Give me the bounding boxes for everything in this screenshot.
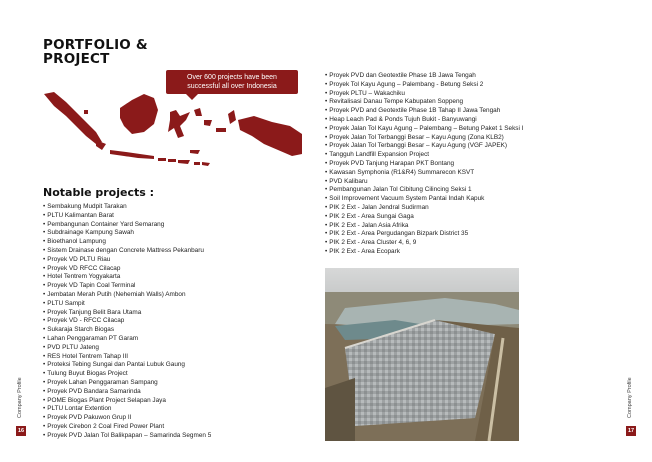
project-item: • Proyek Lahan Penggaraman Sampang bbox=[43, 379, 211, 388]
project-item: • RES Hotel Tentrem Tahap III bbox=[43, 353, 211, 362]
aerial-project-site-photo bbox=[325, 268, 519, 441]
project-item: • Proyek PVD Jalan Tol Balikpapan – Samarinda Segmen 5 bbox=[43, 432, 211, 441]
project-item: • Proyek VD Tapin Coal Terminal bbox=[43, 282, 211, 291]
company-profile-side-label-right: Company Profile bbox=[627, 377, 633, 418]
project-item: • Proyek Tanjung Belit Bara Utama bbox=[43, 309, 211, 318]
project-item: • PVD Kalibaru bbox=[325, 178, 523, 187]
project-item: • Proyek PVD Pakuwon Grup II bbox=[43, 414, 211, 423]
notable-projects-heading: Notable projects : bbox=[43, 186, 155, 199]
project-item: • Proyek PVD and Geotextile Phase 1B Tahap II Jawa Tengah bbox=[325, 107, 523, 116]
project-item: • Sembakung Mudpit Tarakan bbox=[43, 203, 211, 212]
projects-count-callout bbox=[166, 70, 298, 94]
project-item: • Proyek VD RFCC Cilacap bbox=[43, 265, 211, 274]
page-number-right: 17 bbox=[627, 428, 635, 434]
project-item: • Subdrainage Kampung Sawah bbox=[43, 229, 211, 238]
project-item: • Proyek Jalan Tol Kayu Agung – Palembang – Betung Paket 1 Seksi I bbox=[325, 125, 523, 134]
project-item: • Tulung Buyut Biogas Project bbox=[43, 370, 211, 379]
project-item: • Proteksi Tebing Sungai dan Pantai Lubuk Gaung bbox=[43, 361, 211, 370]
project-item: • Sistem Drainase dengan Concrete Mattress Pekanbaru bbox=[43, 247, 211, 256]
project-item: • Proyek PVD Tanjung Harapan PKT Bontang bbox=[325, 160, 523, 169]
project-item: • Proyek Jalan Tol Terbanggi Besar – Kayu Agung (Zona KLB2) bbox=[325, 134, 523, 143]
project-item: • Proyek Tol Kayu Agung – Palembang - Betung Seksi 2 bbox=[325, 81, 523, 90]
project-item: • Soil Improvement Vacuum System Pantai Indah Kapuk bbox=[325, 195, 523, 204]
project-item: • POME Biogas Plant Project Selapan Jaya bbox=[43, 397, 211, 406]
project-item: • PIK 2 Ext - Area Cluster 4, 6, 9 bbox=[325, 239, 523, 248]
project-item: • PIK 2 Ext - Jalan Jendral Sudirman bbox=[325, 204, 523, 213]
project-item: • PIK 2 Ext - Area Pergudangan Bizpark District 35 bbox=[325, 230, 523, 239]
project-item: • Proyek Jalan Tol Terbanggi Besar – Kayu Agung (VGF JAPEK) bbox=[325, 142, 523, 151]
project-item: • Proyek PLTU – Wakachiku bbox=[325, 90, 523, 99]
projects-list-right bbox=[325, 72, 523, 257]
project-item: • Proyek VD - RFCC Cilacap bbox=[43, 317, 211, 326]
project-item: • Bioethanol Lampung bbox=[43, 238, 211, 247]
project-item: • Proyek PVD dan Geotextile Phase 1B Jawa Tengah bbox=[325, 72, 523, 81]
project-item: • Proyek PVD Bandara Samarinda bbox=[43, 388, 211, 397]
project-item: • Proyek Cirebon 2 Coal Fired Power Plant bbox=[43, 423, 211, 432]
project-item: • PIK 2 Ext - Area Sungai Gaga bbox=[325, 213, 523, 222]
company-profile-side-label-left: Company Profile bbox=[17, 377, 23, 418]
project-item: • Heap Leach Pad & Ponds Tujuh Bukit - Banyuwangi bbox=[325, 116, 523, 125]
project-item: • Jembatan Merah Putih (Nehemiah Walls) Ambon bbox=[43, 291, 211, 300]
project-item: • Hotel Tentrem Yogyakarta bbox=[43, 273, 211, 282]
project-item: • Proyek VD PLTU Riau bbox=[43, 256, 211, 265]
project-item: • Tangguh Landfill Expansion Project bbox=[325, 151, 523, 160]
project-item: • PLTU Kalimantan Barat bbox=[43, 212, 211, 221]
callout-line-1: Over 600 projects have been bbox=[187, 74, 277, 81]
project-item: • Pembangunan Jalan Tol Cibitung Cilincing Seksi 1 bbox=[325, 186, 523, 195]
callout-line-2: successful all over Indonesia bbox=[187, 83, 277, 90]
project-item: • Revitalisasi Danau Tempe Kabupaten Soppeng bbox=[325, 98, 523, 107]
title-line-1: PORTFOLIO & bbox=[43, 37, 148, 53]
page-number-left: 16 bbox=[17, 428, 25, 434]
project-item: • PLTU Lontar Extention bbox=[43, 405, 211, 414]
project-item: • PLTU Sampit bbox=[43, 300, 211, 309]
indonesia-map-image bbox=[40, 80, 305, 185]
project-item: • Sukaraja Starch Biogas bbox=[43, 326, 211, 335]
title-line-2: PROJECT bbox=[43, 51, 110, 67]
project-item: • Kawasan Symphonia (R1&R4) Summarecon KSVT bbox=[325, 169, 523, 178]
project-item: • Pembangunan Container Yard Semarang bbox=[43, 221, 211, 230]
project-item: • PVD PLTU Jateng bbox=[43, 344, 211, 353]
projects-list-left bbox=[43, 203, 211, 441]
project-item: • PIK 2 Ext - Area Ecopark bbox=[325, 248, 523, 257]
project-item: • PIK 2 Ext - Jalan Asia Afrika bbox=[325, 222, 523, 231]
page-title bbox=[43, 38, 148, 66]
project-item: • Lahan Penggaraman PT Garam bbox=[43, 335, 211, 344]
